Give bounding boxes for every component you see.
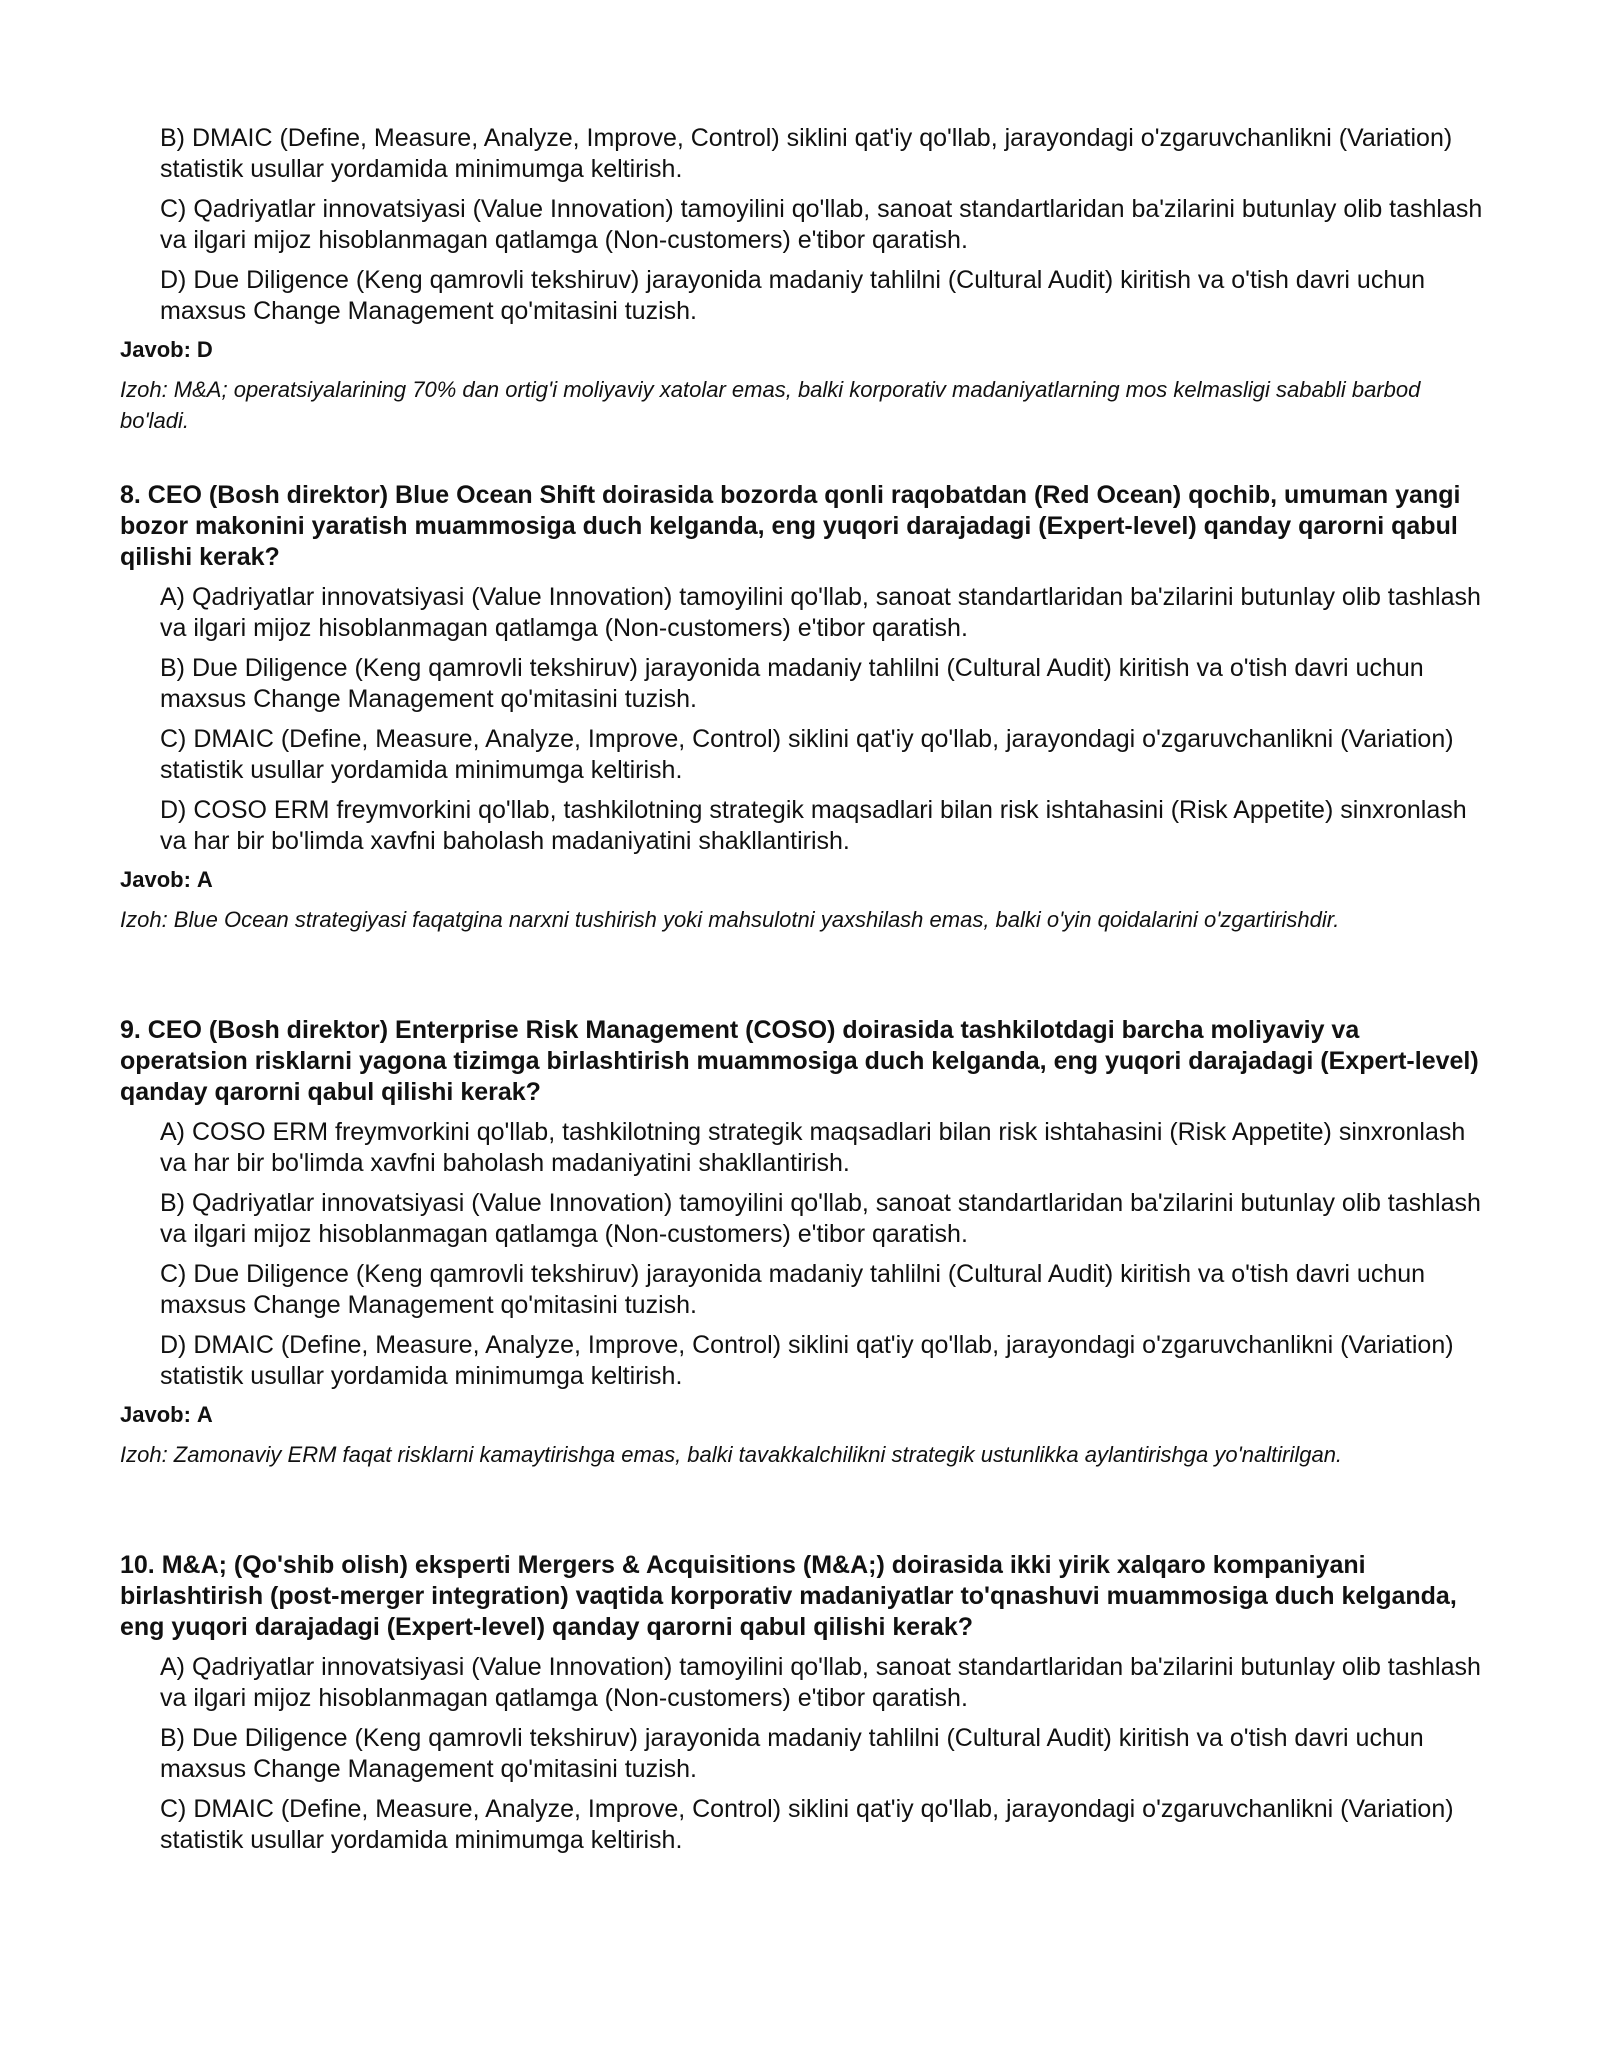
explanation-note: Izoh: Zamonaviy ERM faqat risklarni kamaytirishga emas, balki tavakkalchilikni strategik ustunlikka aylantirishga yo'naltirilgan.: [120, 1442, 1343, 1467]
option-c: C) Due Diligence (Keng qamrovli tekshiruv) jarayonida madaniy tahlilni (Cultural Audit) kiritish va o'tish davri uchun maxsus Change Management qo'mitasini tuzish.: [160, 1260, 1426, 1319]
explanation-note: Izoh: M&A; operatsiyalarining 70% dan ortig'i moliyaviy xatolar emas, balki korporativ madaniyatlarning mos kelmasligi sababli barbod bo'ladi.: [120, 377, 1421, 433]
answer-value: A: [196, 1402, 213, 1427]
question-8-block: [120, 480, 1490, 935]
option-a: A) Qadriyatlar innovatsiyasi (Value Innovation) tamoyilini qo'llab, sanoat standartlaridan ba'zilarini butunlay olib tashlash va ilgari mijoz hisoblanmagan qatlamga (Non-customers) e'tibor qaratish.: [160, 583, 1481, 642]
option-d: D) COSO ERM freymvorkini qo'llab, tashkilotning strategik maqsadlari bilan risk ishtahasini (Risk Appetite) sinxronlash va har bir bo'limda xavfni baholash madaniyatini shakllantirish.: [160, 796, 1467, 855]
option-d: D) DMAIC (Define, Measure, Analyze, Improve, Control) siklini qat'iy qo'llab, jarayondagi o'zgaruvchanlikni (Variation) statistik usullar yordamida minimumga keltirish.: [160, 1331, 1454, 1390]
question-9-block: [120, 1015, 1490, 1470]
options-list: [160, 1117, 1490, 1392]
option-c: C) DMAIC (Define, Measure, Analyze, Improve, Control) siklini qat'iy qo'llab, jarayondagi o'zgaruvchanlikni (Variation) statistik usullar yordamida minimumga keltirish.: [160, 725, 1454, 784]
option-b: B) Due Diligence (Keng qamrovli tekshiruv) jarayonida madaniy tahlilni (Cultural Audit) kiritish va o'tish davri uchun maxsus Change Management qo'mitasini tuzish.: [160, 1724, 1424, 1783]
answer-line: [120, 336, 1490, 364]
answer-value: D: [196, 337, 213, 362]
answer-label: Javob:: [120, 337, 191, 362]
option-a: A) Qadriyatlar innovatsiyasi (Value Innovation) tamoyilini qo'llab, sanoat standartlaridan ba'zilarini butunlay olib tashlash va ilgari mijoz hisoblanmagan qatlamga (Non-customers) e'tibor qaratish.: [160, 1653, 1481, 1712]
option-d: D) Due Diligence (Keng qamrovli tekshiruv) jarayonida madaniy tahlilni (Cultural Audit) kiritish va o'tish davri uchun maxsus Change Management qo'mitasini tuzish.: [160, 266, 1426, 325]
options-list: [160, 1652, 1490, 1856]
option-a: A) COSO ERM freymvorkini qo'llab, tashkilotning strategik maqsadlari bilan risk ishtahasini (Risk Appetite) sinxronlash va har bir bo'limda xavfni baholash madaniyatini shakllantirish.: [160, 1118, 1466, 1177]
options-list: [160, 582, 1490, 857]
question-text: 9. CEO (Bosh direktor) Enterprise Risk Management (COSO) doirasida tashkilotdagi barcha moliyaviy va operatsion risklarni yagona tizimga birlashtirish muammosiga duch kelganda, eng yuqori darajadagi (Expert-level) qanday qarorni qabul qilishi kerak?: [120, 1016, 1479, 1106]
option-b: B) Qadriyatlar innovatsiyasi (Value Innovation) tamoyilini qo'llab, sanoat standartlaridan ba'zilarini butunlay olib tashlash va ilgari mijoz hisoblanmagan qatlamga (Non-customers) e'tibor qaratish.: [160, 1189, 1481, 1248]
answer-line: [120, 866, 1490, 894]
question-7-continuation: [120, 123, 1490, 436]
answer-value: A: [196, 867, 213, 892]
answer-label: Javob:: [120, 867, 191, 892]
question-text: 10. M&A; (Qo'shib olish) eksperti Mergers & Acquisitions (M&A;) doirasida ikki yirik xalqaro kompaniyani birlashtirish (post-merger integration) vaqtida korporativ madaniyatlar to'qnashuvi muammosiga duch kelganda, eng yuqori darajadagi (Expert-level) qanday qarorni qabul qilishi kerak?: [120, 1551, 1457, 1641]
question-text: 8. CEO (Bosh direktor) Blue Ocean Shift doirasida bozorda qonli raqobatdan (Red Ocean) qochib, umuman yangi bozor makonini yaratish muammosiga duch kelganda, eng yuqori darajadagi (Expert-level) qanday qarorni qabul qilishi kerak?: [120, 481, 1461, 571]
answer-line: [120, 1401, 1490, 1429]
explanation-note: Izoh: Blue Ocean strategiyasi faqatgina narxni tushirish yoki mahsulotni yaxshilash emas, balki o'yin qoidalarini o'zgartirishdir.: [120, 907, 1340, 932]
option-c: C) DMAIC (Define, Measure, Analyze, Improve, Control) siklini qat'iy qo'llab, jarayondagi o'zgaruvchanlikni (Variation) statistik usullar yordamida minimumga keltirish.: [160, 1795, 1454, 1854]
option-b: B) DMAIC (Define, Measure, Analyze, Improve, Control) siklini qat'iy qo'llab, jarayondagi o'zgaruvchanlikni (Variation) statistik usullar yordamida minimumga keltirish.: [160, 124, 1453, 183]
option-c: C) Qadriyatlar innovatsiyasi (Value Innovation) tamoyilini qo'llab, sanoat standartlaridan ba'zilarini butunlay olib tashlash va ilgari mijoz hisoblanmagan qatlamga (Non-customers) e'tibor qaratish.: [160, 195, 1483, 254]
answer-label: Javob:: [120, 1402, 191, 1427]
question-10-block: [120, 1550, 1490, 1865]
option-b: B) Due Diligence (Keng qamrovli tekshiruv) jarayonida madaniy tahlilni (Cultural Audit) kiritish va o'tish davri uchun maxsus Change Management qo'mitasini tuzish.: [160, 654, 1424, 713]
